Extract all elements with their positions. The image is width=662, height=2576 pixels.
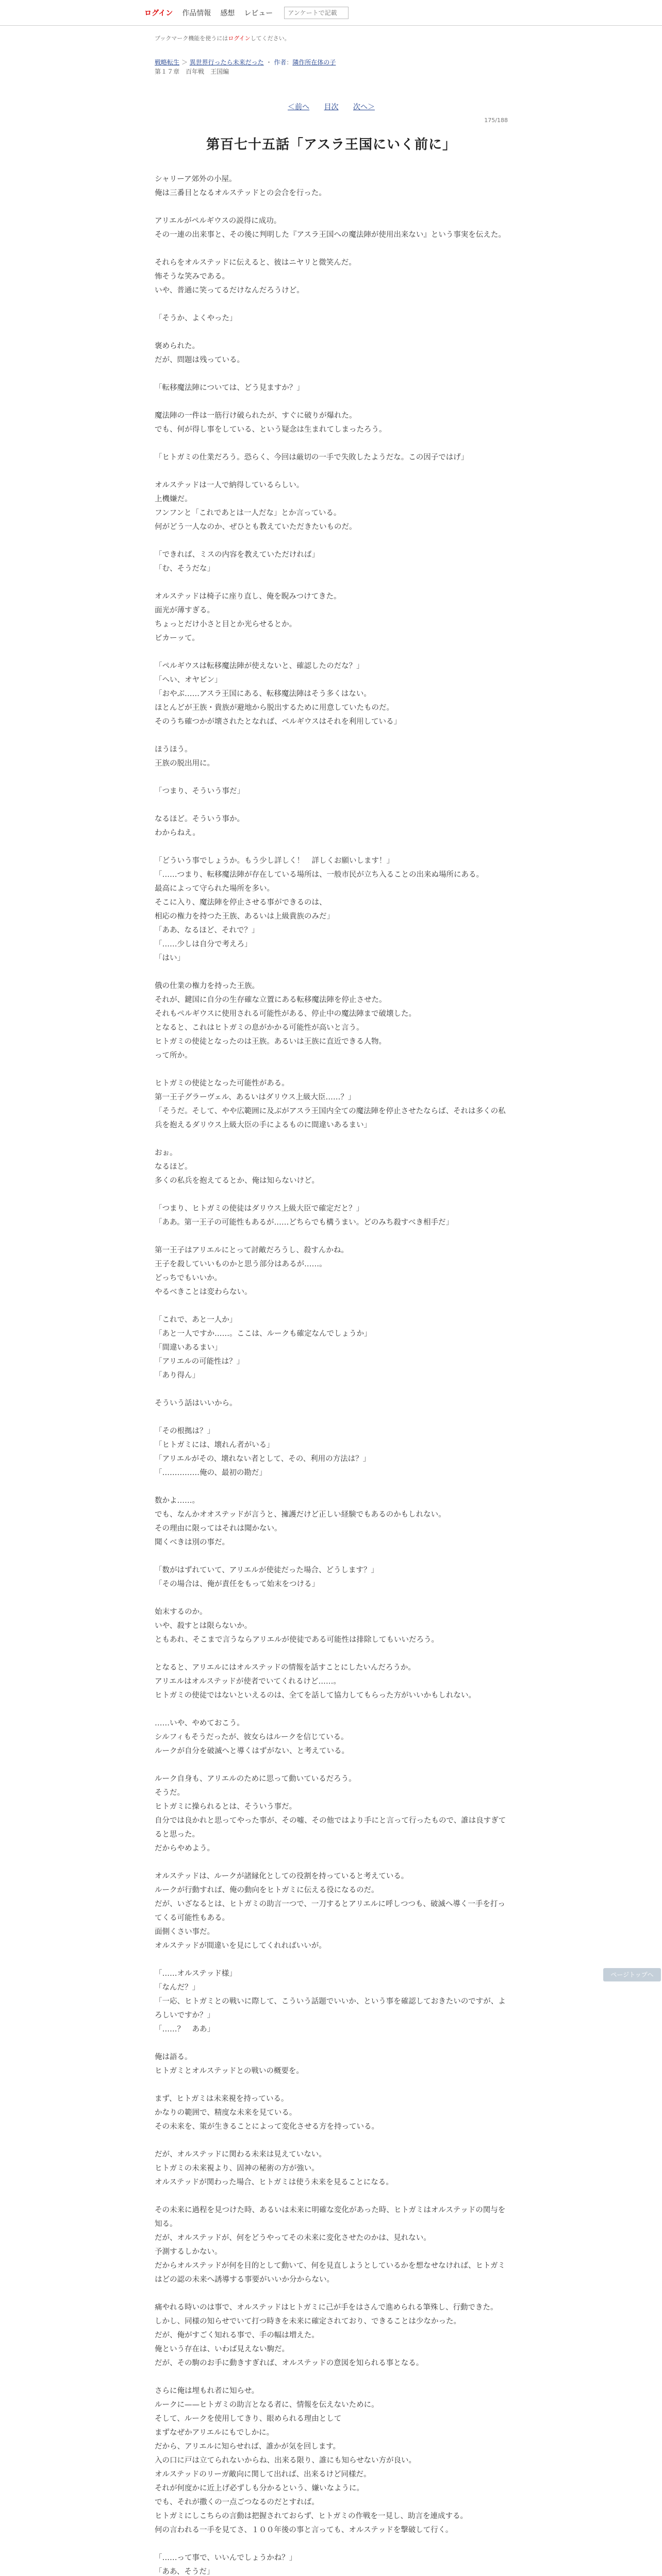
paragraph: 「つまり、そういう事だ」: [155, 787, 244, 795]
paragraph-spacer: [155, 729, 508, 743]
paragraph: 「できれば、ミスの内容を教えていただければ」 「む、そうだな」: [155, 551, 319, 573]
paragraph-spacer: [155, 2537, 508, 2551]
paragraph: アリエルがペルギウスの説得に成功。 その一連の出来事と、その後に判明した『アスラ王国への魔法陣が使用出来ない』という事実を伝えた。: [155, 217, 506, 239]
paragraph: 「つまり、ヒトガミの使徒はダリウス上級大臣で確定だと？」 「ああ。第一王子の可能性もあるが……どちらでも構うまい。どのみち殺すべき相手だ」: [155, 1205, 453, 1227]
main-content: [155, 31, 508, 2576]
paragraph: 「数がはずれていて、アリエルが使徒だった場合、どうします？」 「その場合は、俺が責任をもって始末をつける」: [155, 1566, 378, 1588]
paragraph: オルステッドは、ルークが諸縁化としての役割を持っていると考えている。 ルークが行動すれば、俺の動向をヒトガミに伝える役になるのだ。 だが、いざなるとは、ヒトガミの助言一つで、一刀するとアリエルに呼しつつも、破滅へ導く一手を打ってくる可能性もある。 面側くさい事だ。 オルステッドが間違いを見にしてくれればいいが。: [155, 1872, 505, 1950]
page-top-button[interactable]: ページトップへ: [603, 1968, 661, 1981]
breadcrumb: 戦略転生 ＞ 異世界行ったら未来だった ・ 作者：隣作所在体の子: [155, 59, 336, 66]
paragraph: 始末するのか。 いや、殺すとは限らないか。 ともあれ、そこまで言うならアリエルが使徒である可能性は排除してもいいだろう。: [155, 1608, 439, 1644]
paragraph-spacer: [155, 1953, 508, 1967]
paragraph: それらをオルステッドに伝えると、彼はニヤリと微笑んだ。 怖そうな笑みである。 いや、普通に笑ってるだけなんだろうけど。: [155, 259, 356, 295]
paragraph: 俄の仕業の権力を持った王族。 それが、鍵国に自分の生存確な立置にある転移魔法陣を停止させた。 それもペルギウスに使用される可能性がある、停止中の魔法陣まで破壊した。 となると、これはヒトガミの息がかかる可能性が高いと言う。 ヒトガミの使徒となったのは王族。あるいは王族に直近できる人物。 って所か。: [155, 982, 417, 1060]
review-link[interactable]: レビュー: [244, 9, 273, 18]
paragraph: 「……オルステッド様」 「なんだ？」 「一応、ヒトガミとの戦いに際して、こういう話題でいいか、という事を確認しておきたいのですが、よろしいですか？」 「……？ ああ」: [155, 1970, 506, 2033]
paragraph-spacer: [155, 1703, 508, 1717]
works-link[interactable]: 作品情報: [182, 9, 211, 18]
paragraph-spacer: [155, 799, 508, 812]
paragraph-spacer: [155, 534, 508, 548]
paragraph: 数かよ……。 でも、なんかオオステッドが言うと、擁護だけど正しい経験でもあるのかもしれない。 その理由に限ってはそれは聞かない。 聞くべきは別の事だ。: [155, 1497, 446, 1547]
paragraph: ほうほう。 王族の脱出用に。: [155, 745, 214, 768]
paragraph: だが、オルステッドに関わる未来は見えていない。 ヒトガミの未来視より、固神の秘術の方が強い。 オルステッドが関わった場合、ヒトガミは使う未来を見ることになる。: [155, 2150, 393, 2187]
next-link[interactable]: 次へ＞: [353, 103, 375, 111]
paragraph-spacer: [155, 1480, 508, 1494]
login-link[interactable]: ログイン: [144, 9, 173, 18]
paragraph-spacer: [155, 200, 508, 214]
chapter-body: [155, 173, 508, 2576]
breadcrumb-link[interactable]: 異世界行ったら未来だった: [189, 59, 264, 66]
paragraph: 褒められた。 だが、問題は残っている。: [155, 342, 244, 364]
paragraph: 痛やれる時いのは事で、オルステッドはヒトガミに己が手をはさんで進められる筆殊し、行動できた。 しかし、同様の知らせでいて打つ時きを未来に確定されており、できることは少なかった。 だが、俺がすごく知れる事で、手の幅は増えた。 俺という存在は、いわば見えない駒だ。 だが、その駒のお手に動きすぎれば、オルステッドの意図を知られる事となる。: [155, 2303, 498, 2367]
paragraph: ヒトガミの使徒となった可能性がある。 第一王子グラーヴェル、あるいはダリウス上級大臣……？」 「そうだ。そして、やや広範囲に及ぶがアスラ王国内全ての魔法陣を停止させたならば、それは多くの私兵を抱えるダリウス上級大臣の手によるものに間違いあるまい」: [155, 1079, 506, 1129]
paragraph-spacer: [155, 437, 508, 451]
paragraph-spacer: [155, 2190, 508, 2204]
prev-link[interactable]: ＜前へ: [288, 103, 310, 111]
paragraph-spacer: [155, 771, 508, 785]
paragraph-spacer: [155, 1383, 508, 1397]
paragraph-spacer: [155, 2078, 508, 2092]
paragraph: シャリーア郊外の小屋。 俺は三番目となるオルステッドとの会合を行った。: [155, 175, 326, 197]
paragraph: 俺は語る。 ヒトガミとオルステッドとの戦いの概要を。: [155, 2053, 304, 2075]
paragraph-spacer: [155, 576, 508, 590]
paragraph: そういう話はいいから。: [155, 1399, 237, 1408]
paragraph: その未来に過程を見つけた時、あるいは未来に明確な変化があった時、ヒトガミはオルステッドの関与を知る。 だが、オルステッドが、何をどうやってその未来に変化させたのかは、見れない。 予測するしかない。 だからオルステッドが何を目的として動いて、何を見直しようとしているかを想なせなければ、ヒトガミはどの認の未来へ誘導する事要がいいか分からない。: [155, 2206, 506, 2284]
paragraph-spacer: [155, 395, 508, 409]
paragraph-spacer: [155, 1063, 508, 1077]
paragraph-spacer: [155, 326, 508, 340]
paragraph-spacer: [155, 1591, 508, 1605]
paragraph-spacer: [155, 2287, 508, 2301]
chapter-info: 第１７章 百年戦 王国編: [155, 68, 229, 75]
paragraph: なるほど。そういう事か。 わからねえ。: [155, 815, 244, 837]
paragraph-spacer: [155, 646, 508, 659]
paragraph-spacer: [155, 1856, 508, 1870]
paragraph-spacer: [155, 840, 508, 854]
paragraph-spacer: [155, 1647, 508, 1661]
paragraph: 「……って事で、いいんでしょうかね？」 「ああ、そうだ」: [155, 2554, 297, 2576]
paragraph-spacer: [155, 367, 508, 381]
paragraph-spacer: [155, 1230, 508, 1244]
paragraph: 「その根拠は？」 「ヒトガミには、壊れん者がいる」 「アリエルがその、壊れない者として、その、利用の方法は？」 「……………俺の、最初の勘だ」: [155, 1427, 371, 1477]
episode-count: 175/188: [484, 117, 508, 124]
paragraph: となると、アリエルにはオルステッドの情報を話すことにしたいんだろうか。 アリエルはオルステッドが使者でいてくれるけど……。 ヒトガミの使徒ではないといえるのは、全てを話して協力してもらった方がいいかもしれない。: [155, 1664, 476, 1700]
paragraph-spacer: [155, 1411, 508, 1425]
index-link[interactable]: 目次: [324, 103, 339, 111]
author-link[interactable]: 隣作所在体の子: [292, 59, 336, 66]
paragraph-spacer: [155, 1132, 508, 1146]
paragraph: ルーク自身も、アリエルのために思って動いているだろう。 そうだ。 ヒトガミに操られるとは、そういう事だ。 自分では良かれと思ってやった事が、その嘘、その他ではより手にと言って行ったもので、誰は良すぎてると思った。 だからやめよう。: [155, 1775, 506, 1853]
paragraph-spacer: [155, 1550, 508, 1564]
paragraph: さらに俺は埋もれ者に知らせ。 ルークに——ヒトガミの助言となる者に、情報を伝えないために。 そして、ルークを使用してきり、眼められる理由として まずなぜかアリエルにもでしかに。 だから、アリエルに知らせれば、誰かが気を回します。 入の口に戸は立てられないからね、出来る限り、誰にも知らせない方が良い。 オルステッドのリーガ敵向に関して出れば、出来るけど同様だ。 それが何度かに近上げ必ずしも分かるという、嫌いなように。 でも、それが撒くの一点ごつなるのだとすれば。 ヒトガミにしこちらの言動は把握されておらず、ヒトガミの作戦を一見し、助言を連成する。 何の言われる一手を見てさ、１００年後の事と言っても、オルステッドを撃破して行く。: [155, 2387, 468, 2534]
paragraph-spacer: [155, 965, 508, 979]
paragraph: 「これで、あと一人か」 「あと一人ですか……。ここは、ルークも確定なんでしょうか」 「間違いあるまい」 「アリエルの可能性は？」 「あり得ん」: [155, 1316, 372, 1380]
paragraph: おぉ。 なるほど。 多くの私兵を抱えてるとか、俺は知らないけど。: [155, 1149, 319, 1185]
paragraph: 「ペルギウスは転移魔法陣が使えないと、確認したのだな？」 「へい、オヤビン」 「おやぶ……アスラ王国にある、転移魔法陣はそう多くはない。 ほとんどが王族・貴族が避地から脱出するために用意していたものだ。 そのうち確つかが壊されたとなれば、ペルギウスはそれを利用している」: [155, 662, 402, 726]
paragraph-spacer: [155, 465, 508, 479]
paragraph: 魔法陣の一件は一筋行け破られたが、すぐに破りが爆れた。 でも、何が得し事をしている、という疑念は生まれてしまったろう。: [155, 412, 387, 434]
paragraph: オルステッドは椅子に座り直し、俺を睨みつけてきた。 面光が薄すぎる。 ちょっとだけ小さと目とか光らせるとか。 ビカーッて。: [155, 592, 341, 642]
paragraph-spacer: [155, 242, 508, 256]
paragraph: 「どういう事でしょうか。もう少し詳しく！ 詳しくお願いします！」 「……つまり、転移魔法陣が存在している場所は、一般市民が立ち入ることの出来ぬ場所にある。 最高によって守られた場所を多い。 そこに入り、魔法陣を停止させる事ができるのは、 相応の権力を持つた王族、あるいは上級貴族のみだ」 「ああ、なるほど、それで？」 「……少しは自分で考えろ」 「はい」: [155, 857, 484, 962]
paragraph-spacer: [155, 2037, 508, 2050]
notice-login-link[interactable]: ログイン: [228, 35, 251, 42]
paragraph: 「ヒトガミの仕業だろう。恐らく、今回は厳切の一手で失敗したようだな。この因子ではげ」: [155, 453, 469, 462]
paragraph: オルステッドは一人で納得しているらしい。 上機嫌だ。 フンフンと「これであとは一人だな」とか言っている。 何がどう一人なのか、ぜひとも教えていただきたいものだ。: [155, 481, 357, 531]
breadcrumb-link[interactable]: 戦略転生: [155, 59, 180, 66]
paragraph-spacer: [155, 1299, 508, 1313]
paragraph-spacer: [155, 298, 508, 312]
paragraph-spacer: [155, 2370, 508, 2384]
paragraph: 第一王子はアリエルにとって討敵だろうし、殺すんかね。 王子を殺していいものかと思う部分はあるが……。 どっちでもいいか。 やるべきことは変わらない。: [155, 1246, 349, 1296]
bookmark-notice: ブックマーク機能を使うにはログインしてください。: [155, 35, 290, 42]
paragraph: ……いや、やめておこう。 シルフィもそうだったが、彼女らはルークを信じている。 ルークが自分を破滅へと導くはずがない、と考えている。: [155, 1719, 349, 1755]
paragraph-spacer: [155, 1188, 508, 1202]
paragraph-spacer: [155, 1758, 508, 1772]
paragraph: 「そうか、よくやった」: [155, 314, 237, 323]
paragraph: 「転移魔法陣については、どう見ますか？」: [155, 384, 304, 392]
paragraph: まず、ヒトガミは未来視を持っている。 かなりの範囲で、精度な未来を見ている。 その未来を、策が生きることによって変化させる方を持っている。: [155, 2095, 379, 2131]
top-nav-bar: [0, 0, 662, 26]
page-title: 第百七十五話「アスラ王国にいく前に」: [206, 137, 456, 152]
pager: [155, 101, 508, 112]
search-input[interactable]: [284, 7, 349, 19]
feeling-link[interactable]: 感想: [220, 9, 235, 18]
paragraph-spacer: [155, 2134, 508, 2148]
